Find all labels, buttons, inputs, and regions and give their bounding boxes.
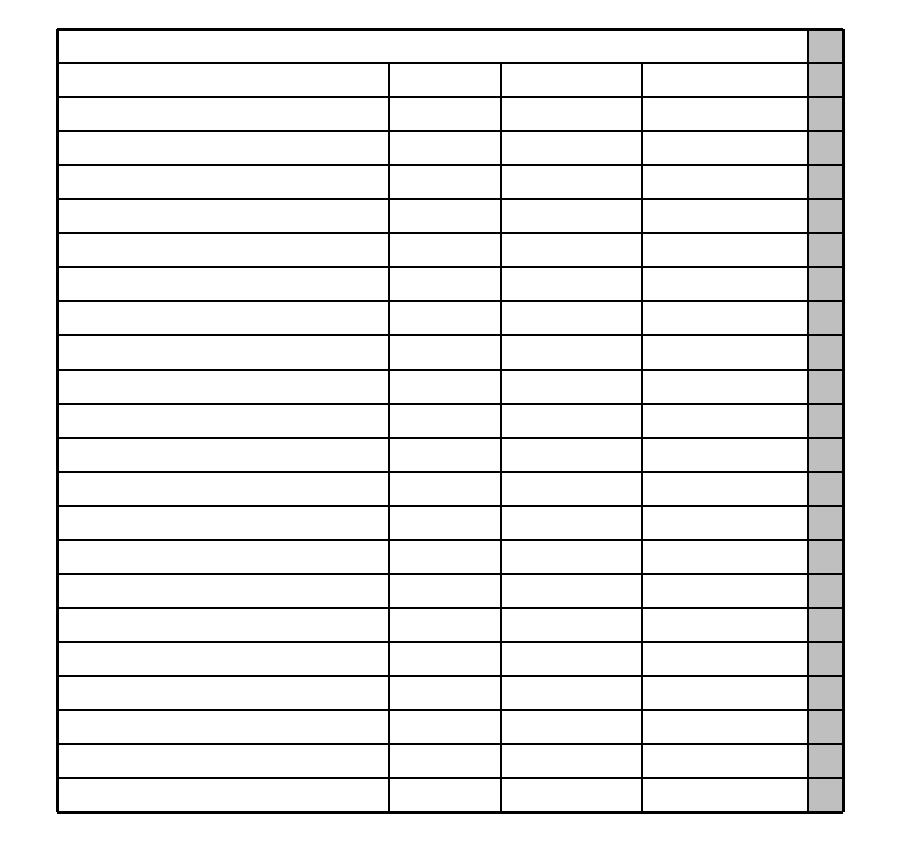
row-divider — [57, 539, 843, 541]
table-cell-obr — [642, 438, 808, 472]
table-cell-obr — [642, 267, 808, 301]
table-cell-obr — [642, 710, 808, 744]
table-cell-obr — [642, 131, 808, 165]
column-header-obr — [642, 63, 808, 97]
table-cell-prostor — [57, 472, 389, 506]
table-cell-obr — [642, 574, 808, 608]
column-divider — [641, 63, 643, 812]
row-divider — [57, 369, 843, 371]
table-cell-koef — [501, 165, 642, 199]
table-cell-koef — [501, 370, 642, 404]
table-cell-koef — [501, 97, 642, 131]
table-cell-obr — [642, 301, 808, 335]
table-cell-koef — [501, 506, 642, 540]
table-cell-obr — [642, 335, 808, 370]
table-cell-koef — [501, 676, 642, 710]
table-cell-prostor — [57, 370, 389, 404]
table-cell-prostor — [57, 301, 389, 335]
table-cell-neto — [389, 574, 501, 608]
table-cell-koef — [501, 744, 642, 778]
table-cell-neto — [389, 267, 501, 301]
column-header-neto — [389, 63, 501, 97]
table-cell-koef — [501, 642, 642, 676]
table-cell-neto — [389, 131, 501, 165]
row-divider — [57, 403, 843, 405]
table-cell-prostor — [57, 404, 389, 438]
table-cell-obr — [642, 540, 808, 574]
grey-side-band — [808, 29, 843, 812]
table-cell-prostor — [57, 438, 389, 472]
row-divider — [57, 471, 843, 473]
table-cell-prostor — [57, 97, 389, 131]
table-cell-obr — [642, 608, 808, 642]
table-cell-neto — [389, 642, 501, 676]
row-divider — [57, 130, 843, 132]
row-divider — [57, 266, 843, 268]
table-cell-obr — [642, 472, 808, 506]
table-cell-obr — [642, 199, 808, 233]
row-divider — [57, 232, 843, 234]
row-divider — [57, 62, 843, 64]
row-divider — [57, 300, 843, 302]
column-divider — [56, 29, 59, 812]
table-cell-obr — [642, 676, 808, 710]
table-cell-koef — [501, 574, 642, 608]
row-divider — [57, 607, 843, 609]
column-header-prostor — [57, 63, 389, 97]
table-cell-prostor — [57, 131, 389, 165]
table-cell-obr — [642, 233, 808, 267]
table-cell-neto — [389, 199, 501, 233]
table-cell-koef — [501, 233, 642, 267]
table-cell-prostor — [57, 267, 389, 301]
table-cell-neto — [389, 404, 501, 438]
table-cell-neto — [389, 438, 501, 472]
row-divider — [57, 334, 843, 336]
table-cell-obr — [642, 642, 808, 676]
row-divider — [57, 505, 843, 507]
table-cell-neto — [389, 608, 501, 642]
table-cell-neto — [389, 370, 501, 404]
table-cell-prostor — [57, 744, 389, 778]
column-header-koef — [501, 63, 642, 97]
table-cell-koef — [501, 472, 642, 506]
table-cell-koef — [501, 608, 642, 642]
table-cell-neto — [389, 744, 501, 778]
table-cell-koef — [501, 301, 642, 335]
column-divider — [842, 29, 845, 812]
table-cell-prostor — [57, 199, 389, 233]
table-cell-prostor — [57, 335, 389, 370]
table-cell-neto — [389, 778, 501, 812]
table-cell-prostor — [57, 676, 389, 710]
row-divider — [57, 573, 843, 575]
table-cell-koef — [501, 710, 642, 744]
table-cell-neto — [389, 97, 501, 131]
row-divider — [57, 743, 843, 745]
table-cell-obr — [642, 506, 808, 540]
table-cell-prostor — [57, 642, 389, 676]
table-cell-prostor — [57, 540, 389, 574]
row-divider — [57, 198, 843, 200]
table-cell-neto — [389, 710, 501, 744]
table-cell-prostor — [57, 778, 389, 812]
table-cell-prostor — [57, 574, 389, 608]
table-cell-koef — [501, 131, 642, 165]
table-cell-koef — [501, 778, 642, 812]
table-cell-neto — [389, 472, 501, 506]
table-cell-obr — [642, 97, 808, 131]
table-cell-prostor — [57, 506, 389, 540]
column-divider — [500, 63, 502, 812]
table-cell-prostor — [57, 233, 389, 267]
table-cell-obr — [642, 778, 808, 812]
row-divider — [57, 811, 843, 814]
table-cell-prostor — [57, 165, 389, 199]
table-cell-prostor — [57, 608, 389, 642]
row-divider — [57, 777, 843, 779]
table-cell-neto — [389, 233, 501, 267]
table-cell-koef — [501, 438, 642, 472]
table-cell-obr — [642, 165, 808, 199]
row-divider — [57, 709, 843, 711]
table-cell-neto — [389, 301, 501, 335]
table-title — [57, 29, 808, 63]
table-cell-neto — [389, 506, 501, 540]
table-cell-koef — [501, 540, 642, 574]
table-cell-koef — [501, 335, 642, 370]
table-cell-koef — [501, 267, 642, 301]
row-divider — [57, 641, 843, 643]
row-divider — [57, 437, 843, 439]
row-divider — [57, 675, 843, 677]
table-cell-neto — [389, 540, 501, 574]
row-divider — [57, 28, 843, 31]
table-cell-koef — [501, 199, 642, 233]
row-divider — [57, 164, 843, 166]
table-cell-neto — [389, 335, 501, 370]
row-divider — [57, 96, 843, 98]
table-cell-koef — [501, 404, 642, 438]
table-cell-prostor — [57, 710, 389, 744]
table-cell-obr — [642, 404, 808, 438]
table-cell-obr — [642, 370, 808, 404]
table-cell-neto — [389, 165, 501, 199]
table-cell-obr — [642, 744, 808, 778]
column-divider — [807, 29, 809, 812]
table-cell-neto — [389, 676, 501, 710]
column-divider — [388, 63, 390, 812]
